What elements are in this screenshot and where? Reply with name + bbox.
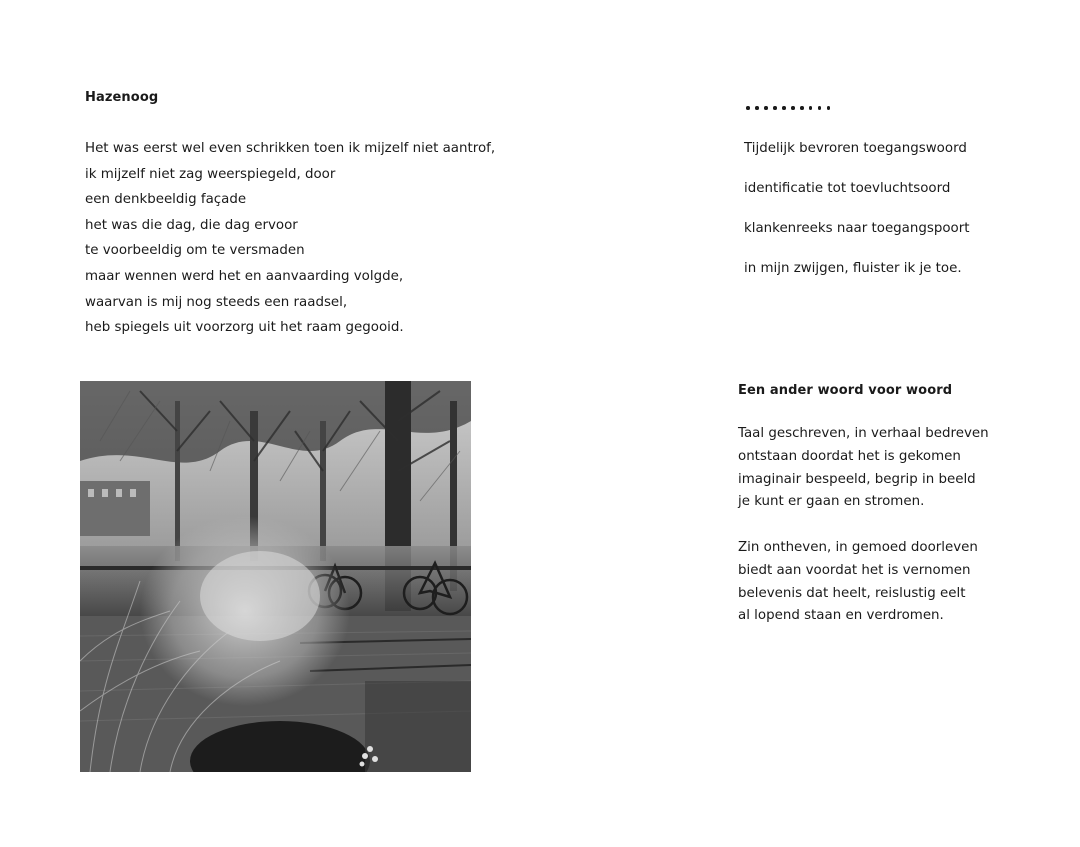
- poem-line: al lopend staan en verdromen.: [738, 608, 944, 624]
- ornament-dot: [827, 106, 831, 110]
- ornament-dot: [773, 106, 777, 110]
- ornament-dot: [755, 106, 759, 110]
- photo-double-exposure: [80, 381, 471, 772]
- ornament-dot: [809, 106, 813, 110]
- poem-stanza-2: [738, 539, 978, 630]
- poem-line: je kunt er gaan en stromen.: [738, 494, 925, 510]
- poem-line: identificatie tot toevluchtsoord: [744, 181, 951, 196]
- ornament-dot: [746, 106, 750, 110]
- poem-toegangswoord-lines: [744, 140, 970, 300]
- poem-line: Taal geschreven, in verhaal bedreven: [738, 426, 989, 441]
- poem-line: klankenreeks naar toegangspoort: [744, 221, 970, 236]
- ornament-dot: [818, 106, 822, 110]
- poem-line: het was die dag, die dag ervoor: [85, 217, 298, 233]
- poem-line: in mijn zwijgen, fluister ik je toe.: [744, 261, 962, 276]
- poem-line: Het was eerst wel even schrikken toen ik mijzelf niet aantrof,: [85, 141, 496, 156]
- poem-line: ik mijzelf niet zag weerspiegeld, door: [85, 166, 336, 182]
- ornament-dot: [782, 106, 786, 110]
- poem-line: heb spiegels uit voorzorg uit het raam gegooid.: [85, 320, 404, 336]
- poem-title-hazenoog: Hazenoog: [85, 90, 159, 105]
- poem-line: Zin ontheven, in gemoed doorleven: [738, 540, 978, 555]
- dots-ornament: [746, 106, 830, 110]
- poem-title-een-ander-woord: Een ander woord voor woord: [738, 383, 953, 398]
- poem-line: een denkbeeldig façade: [85, 192, 247, 208]
- ornament-dot: [800, 106, 804, 110]
- poem-line: biedt aan voordat het is vernomen: [738, 562, 971, 578]
- poem-line: waarvan is mij nog steeds een raadsel,: [85, 294, 348, 310]
- poem-line: imaginair bespeeld, begrip in beeld: [738, 471, 976, 487]
- ornament-dot: [764, 106, 768, 110]
- poem-line: belevenis dat heelt, reislustig eelt: [738, 585, 966, 601]
- ornament-dot: [791, 106, 795, 110]
- poem-line: ontstaan doordat het is gekomen: [738, 448, 961, 464]
- poem-stanza-1: [738, 425, 989, 516]
- poem-line: te voorbeeldig om te versmaden: [85, 243, 305, 259]
- poem-line: maar wennen werd het en aanvaarding volgde,: [85, 268, 404, 284]
- poem-line: Tijdelijk bevroren toegangswoord: [744, 141, 967, 156]
- poem-hazenoog-lines: [85, 140, 495, 345]
